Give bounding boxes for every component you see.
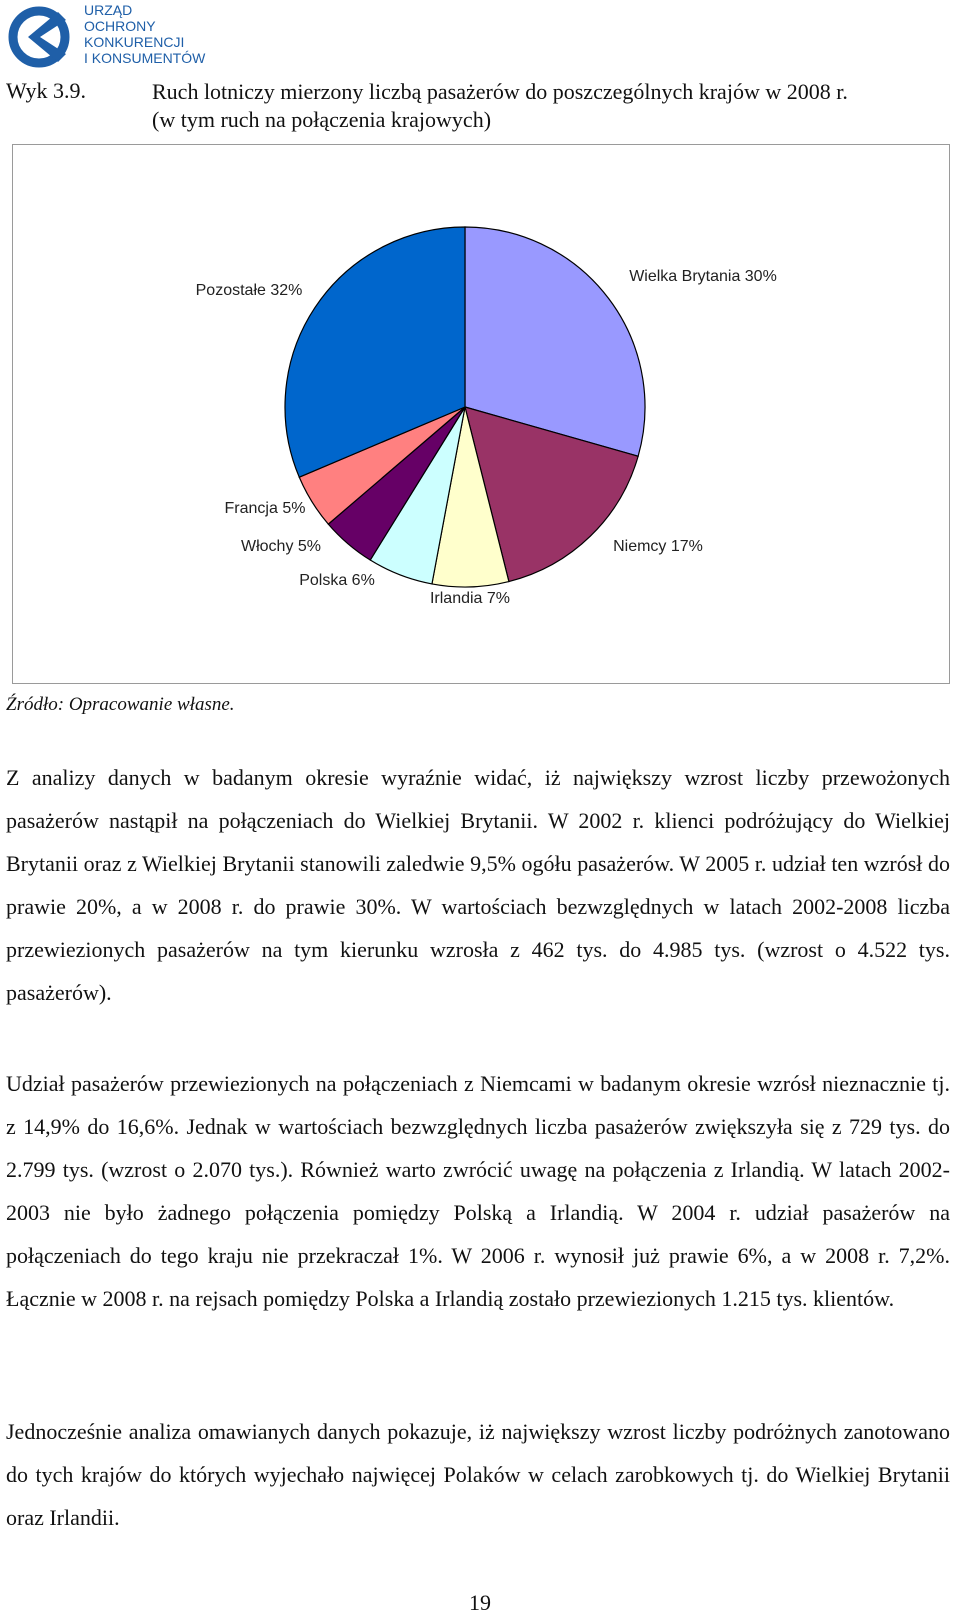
page-number: 19: [469, 1590, 491, 1615]
pie-label: Polska 6%: [299, 572, 375, 589]
paragraph: Udział pasażerów przewiezionych na połączeniach z Niemcami w badanym okresie wzrósł nieznacznie tj. z 14,9% do 16,6%. Jednak w wartościach bezwzględnych liczba pasażerów zwiększyła się z 729 tys. do 2.799 tys. (wzrost o 2.070 tys.). Również warto zwrócić uwagę na połączenia z Irlandią. W latach 2002-2003 nie było żadnego połączenia pomiędzy Polską a Irlandią. W 2004 r. udział pasażerów na połączeniach do tego kraju nie przekraczał 1%. W 2006 r. wynosił już prawie 6%, a w 2008 r. 7,2%. Łącznie w 2008 r. na rejsach pomiędzy Polska a Irlandią zostało przewiezionych 1.215 tys. klientów.: [6, 1071, 950, 1311]
logo-text: [84, 2, 205, 66]
paragraph: Jednocześnie analiza omawianych danych pokazuje, iż największy wzrost liczby podróżnych zanotowano do tych krajów do których wyjechało najwięcej Polaków w celach zarobkowych tj. do Wielkiej Brytanii oraz Irlandii.: [6, 1419, 950, 1530]
figure-title-line: Ruch lotniczy mierzony liczbą pasażerów do poszczególnych krajów w 2008 r.: [152, 79, 848, 104]
figure-source: Źródło: Opracowanie własne.: [6, 694, 235, 715]
logo-line: KONKURENCJI: [84, 34, 185, 50]
pie-label: Irlandia 7%: [429, 590, 511, 607]
office-logo: [6, 2, 226, 72]
logo-line: OCHRONY: [84, 18, 156, 34]
logo-line: URZĄD: [84, 2, 133, 18]
figure-title: [152, 78, 848, 134]
pie-label: Francja 5%: [224, 500, 306, 517]
pie-chart-frame: [12, 144, 950, 684]
paragraph: Z analizy danych w badanym okresie wyraźnie widać, iż największy wzrost liczby przewożonych pasażerów nastąpił na połączeniach do Wielkiej Brytanii. W 2002 r. klienci podróżujący do Wielkiej Brytanii oraz z Wielkiej Brytanii stanowili zaledwie 9,5% ogółu pasażerów. W 2005 r. udział ten wzrósł do prawie 20%, a w 2008 r. do prawie 30%. W wartościach bezwzględnych w latach 2002-2008 liczba przewiezionych pasażerów na tym kierunku wzrosła z 462 tys. do 4.985 tys. (wzrost o 4.522 tys. pasażerów).: [6, 765, 950, 1005]
logo-line: I KONSUMENTÓW: [84, 50, 206, 66]
logo-emblem-icon: [6, 4, 78, 70]
pie-label: Wielka Brytania 30%: [629, 268, 777, 285]
figure-label: Wyk 3.9.: [6, 78, 86, 103]
pie-chart: [13, 145, 949, 683]
pie-label: Pozostałe 32%: [195, 282, 303, 299]
figure-title-line: (w tym ruch na połączenia krajowych): [152, 107, 492, 132]
pie-label: Niemcy 17%: [613, 538, 703, 555]
pie-label: Włochy 5%: [240, 538, 322, 555]
